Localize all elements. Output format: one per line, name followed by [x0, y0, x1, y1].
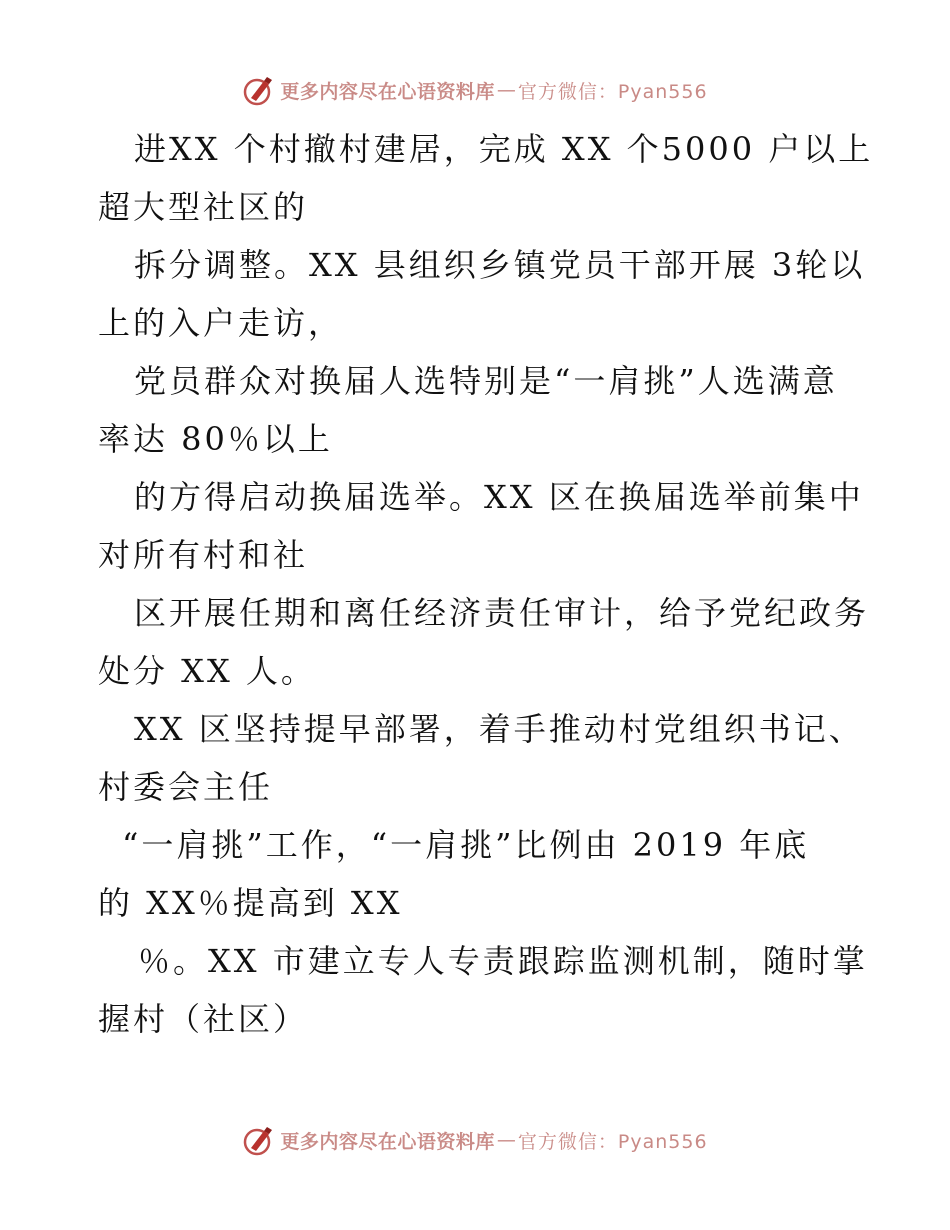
paragraph-line: 上的入户走访，	[98, 304, 344, 342]
paragraph	[98, 468, 864, 584]
watermark-text: 更多内容尽在心语资料库	[280, 80, 495, 103]
paragraph	[98, 700, 864, 816]
paragraph	[98, 120, 874, 236]
paragraph	[98, 584, 870, 700]
header-watermark	[0, 70, 950, 110]
paragraph-line: ％。XX 市建立专人专责跟踪监测机制，随时掌	[138, 942, 868, 980]
watermark-text: 更多内容尽在心语资料库	[280, 1130, 495, 1153]
paragraph-line: 握村（社区）	[98, 1000, 309, 1038]
paragraph-line: “一肩挑”工作，“一肩挑”比例由 2019 年底	[122, 826, 810, 864]
paragraph-line: 的 XX％提高到 XX	[98, 884, 403, 922]
paragraph-line: 拆分调整。XX 县组织乡镇党员干部开展 3轮以	[134, 246, 866, 284]
paragraph-line: 处分 XX 人。	[98, 652, 316, 690]
paragraph	[98, 352, 858, 468]
pen-nib-logo-icon	[242, 73, 276, 107]
watermark-contact: 官方微信：Pyan556	[517, 1130, 708, 1153]
paragraph	[98, 236, 866, 352]
paragraph-line: 区开展任期和离任经济责任审计，给予党纪政务	[134, 594, 870, 632]
paragraph-line: 村委会主任	[98, 768, 274, 806]
paragraph-line: 率达 80％以上	[98, 420, 333, 458]
paragraph-line: 党员群众对换届人选特别是“一肩挑”人选满意	[134, 362, 838, 400]
paragraph-line: 对所有村和社	[98, 536, 309, 574]
paragraph-line: 的方得启动换届选举。XX 区在换届选举前集中	[134, 478, 864, 516]
pen-nib-logo-icon	[242, 1123, 276, 1157]
footer-watermark	[0, 1120, 950, 1160]
paragraph-line: 进XX 个村撤村建居，完成 XX 个5000 户以上	[134, 130, 874, 168]
paragraph	[98, 932, 868, 1048]
watermark-separator: —	[496, 1129, 516, 1151]
watermark-contact: 官方微信：Pyan556	[517, 80, 708, 103]
paragraph-line: XX 区坚持提早部署，着手推动村党组织书记、	[134, 710, 864, 748]
paragraph-line: 超大型社区的	[98, 188, 309, 226]
paragraph	[98, 816, 858, 932]
document-body	[98, 120, 874, 1048]
watermark-separator: —	[496, 79, 516, 101]
